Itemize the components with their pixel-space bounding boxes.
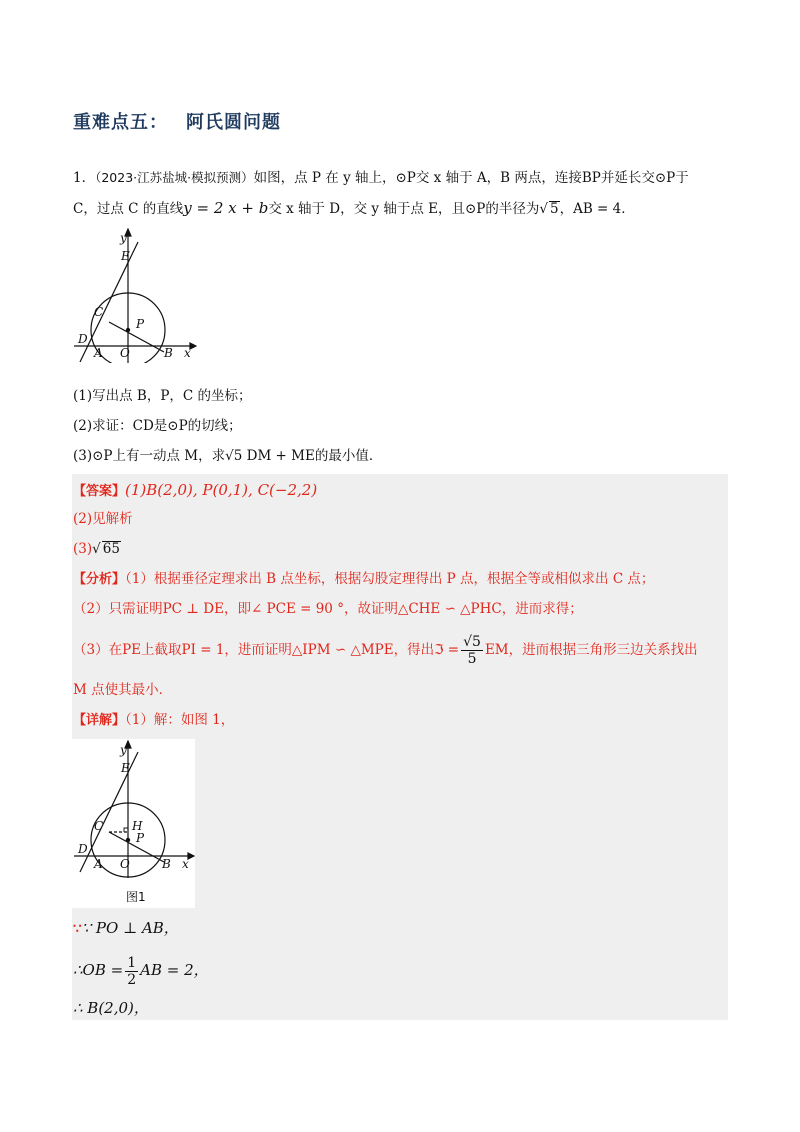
step-3-text: ∴ B(2,0)， [73,999,149,1017]
label-y: y [120,231,127,245]
detail-intro: （1）解：如图 1， [125,712,235,728]
label-e: E [121,761,130,775]
detail-tag: 【详解】 [73,713,126,728]
analysis-text-3a: （3）在PE上截取PI = 1，进而证明△IPM ∽ △MPE，得出ℑ = [73,642,460,658]
problem-number: 1． [73,170,96,186]
label-c: C [94,305,104,319]
answer-1: (1)B(2,0), P(0,1), C(−2,2) [125,481,318,499]
answer-3-radicand: 65 [102,541,120,557]
answer-line-3: (3)√ 65 [73,541,120,557]
label-d: D [78,332,88,346]
analysis-line-2: （2）只需证明PC ⊥ DE，即∠ PCE = 90 °，故证明△CHE ∽ △PHC，进而求得； [73,601,583,617]
problem-text-2a: C，过点 C 的直线 [73,201,184,217]
analysis-tag: 【分析】 [73,572,126,587]
problem-text-1: 如图，点 P 在 y 轴上，⊙P交 x 轴于 A，B 两点，连接BP并延长交⊙P于 [253,170,689,186]
label-o: O [120,857,130,871]
analysis-text-1: （1）根据垂径定理求出 B 点坐标，根据勾股定理得出 P 点，根据全等或相似求出 C 点； [125,571,655,587]
center-point-p [126,838,130,842]
fraction-denominator: 2 [127,972,137,988]
analysis-line-3 [73,634,698,667]
step-2 [73,955,209,988]
label-o: O [120,346,130,360]
label-x: x [184,346,191,360]
problem-text-2c: ，AB = 4． [559,201,635,217]
label-b: B [162,857,171,871]
label-a: A [94,346,103,360]
question-2: (2)求证：CD是⊙P的切线； [73,418,242,434]
fraction-one-half [125,955,138,988]
problem-line-1 [73,168,689,188]
step-3 [73,998,149,1019]
label-e: E [121,249,130,263]
detail-line-1 [73,710,234,731]
answer-3-prefix: (3) [73,541,93,557]
question-1: (1)写出点 B，P，C 的坐标； [73,388,252,404]
label-x: x [182,857,189,871]
heading-subtitle: 阿氏圆问题 [186,112,281,133]
fraction-numerator: √5 [463,634,481,650]
analysis-line-1 [73,569,654,590]
x-axis-arrow-icon [190,343,196,349]
step-1-text: ∵ PO ⊥ AB， [81,919,179,937]
x-axis-arrow-icon [188,853,194,859]
fraction-root5-over-5 [461,634,483,667]
figure-1-diagram [72,228,197,363]
label-a: A [94,857,103,871]
answer-2: (2)见解析 [73,511,133,527]
fraction-numerator: 1 [127,955,137,971]
label-h: H [132,819,143,833]
question-3: (3)⊙P上有一动点 M，求√5 DM + ME的最小值． [73,448,383,464]
figure-2-caption: 图1 [126,890,146,904]
center-point-p [126,328,130,332]
problem-line-2: C，过点 C 的直线y = 2 x + b交 x 轴于 D，交 y 轴于点 E，且⊙P的半径为√ 5，AB = 4． [73,199,635,217]
section-heading [73,108,281,134]
line-equation: y = 2 x + b [183,199,269,217]
heading-title: 重难点五： [73,112,168,133]
step-1: ∵∵ PO ⊥ AB， [73,919,179,937]
label-c: C [94,819,104,833]
step-2-pre: ∴OB = [73,961,124,979]
figure-2-diagram [72,740,195,880]
problem-text-2b: 交 x 轴于 D，交 y 轴于点 E，且⊙P的半径为 [268,201,540,217]
answer-line-1 [73,480,317,502]
answer-tag: 【答案】 [73,484,126,499]
step-2-post: AB = 2， [140,961,209,979]
radius-radicand: 5 [549,201,559,217]
label-p: P [136,317,145,331]
fraction-denominator: 5 [467,651,477,667]
label-d: D [78,842,88,856]
label-p: P [136,831,145,845]
analysis-text-3b: EM，进而根据三角形三边关系找出 [484,642,698,658]
problem-source: （2023·江苏盐城·模拟预测） [95,170,254,185]
label-y: y [120,743,127,757]
analysis-line-4: M 点使其最小． [73,682,173,698]
label-b: B [164,346,173,360]
